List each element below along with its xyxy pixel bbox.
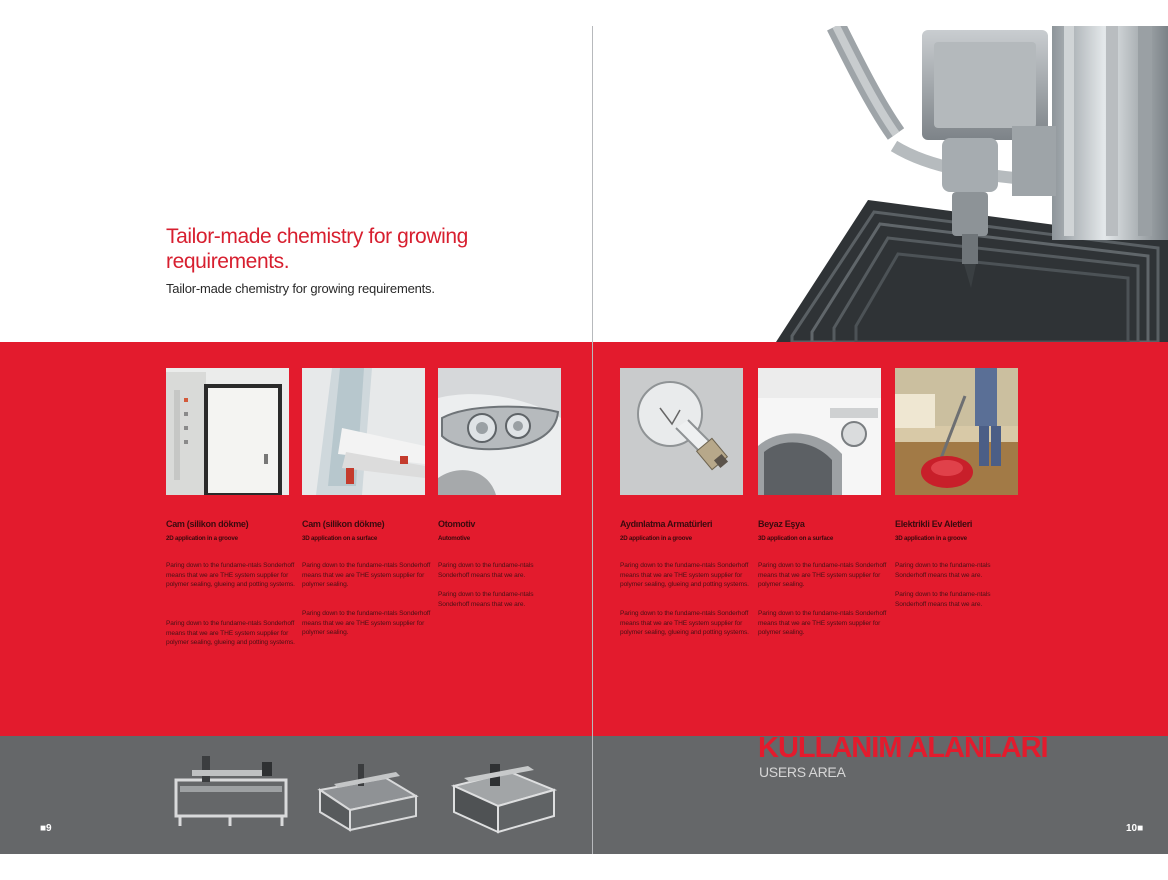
card-subtitle: 3D application on a surface (302, 535, 378, 542)
page-number-value: 10 (1126, 823, 1138, 834)
electrical-cabinet-image (166, 368, 289, 495)
page-number-right (1126, 823, 1143, 835)
card-body-text: Paring down to the fundame-ntals Sonderhoff means that we are THE system supplier for polymer sealing. (302, 610, 431, 637)
card-subtitle: Automotive (438, 535, 471, 542)
table-machine-drawing (316, 760, 420, 832)
card-subtitle: 2D application in a groove (166, 535, 238, 542)
washing-machine-image (758, 368, 881, 495)
card-body-text: Paring down to the fundame-ntals Sonderhoff means that we are. (895, 591, 991, 608)
page-number-left (40, 823, 52, 835)
card-subtitle: 3D application on a surface (758, 535, 834, 542)
card-subtitle: 2D application in a groove (620, 535, 692, 542)
page-gutter (592, 26, 593, 854)
card-title: Cam (silikon dökme) (166, 519, 249, 529)
page-number-value: 9 (46, 823, 52, 834)
card-subtitle: 3D application in a groove (895, 535, 967, 542)
card-title: Aydınlatma Armatürleri (620, 519, 713, 529)
section-title: KULLANIM ALANLARI (758, 732, 1048, 764)
card-title: Cam (silikon dökme) (302, 519, 385, 529)
section-subtitle: USERS AREA (759, 764, 846, 780)
card-body-text: Paring down to the fundame-ntals Sonderhoff means that we are. (438, 562, 534, 579)
page-marker-icon: ■ (40, 823, 47, 834)
card-body-text: Paring down to the fundame-ntals Sonderhoff means that we are. (895, 562, 991, 579)
subheadline: Tailor-made chemistry for growing requirements. (166, 281, 435, 296)
card-body-text: Paring down to the fundame-ntals Sonderhoff means that we are. (438, 591, 534, 608)
card-body-text: Paring down to the fundame-ntals Sonderhoff means that we are THE system supplier for polymer sealing, glueing and potting systems. (620, 562, 749, 589)
window-glass-frame-image (302, 368, 425, 495)
headline: Tailor-made chemistry for growing requirements. (166, 225, 468, 273)
card-body-text: Paring down to the fundame-ntals Sonderhoff means that we are THE system supplier for polymer sealing. (758, 610, 887, 637)
dispensing-machine-photo (776, 26, 1168, 342)
light-bulb-image (620, 368, 743, 495)
card-body-text: Paring down to the fundame-ntals Sonderhoff means that we are THE system supplier for polymer sealing, glueing and potting systems. (166, 620, 295, 647)
card-body-text: Paring down to the fundame-ntals Sonderhoff means that we are THE system supplier for polymer sealing, glueing and potting systems. (166, 562, 295, 589)
page-marker-icon: ■ (1137, 823, 1144, 834)
card-title: Beyaz Eşya (758, 519, 805, 529)
card-title: Elektrikli Ev Aletleri (895, 519, 973, 529)
card-title: Otomotiv (438, 519, 476, 529)
frame-machine-drawing (450, 758, 558, 834)
card-body-text: Paring down to the fundame-ntals Sonderhoff means that we are THE system supplier for polymer sealing, glueing and potting systems. (620, 610, 749, 637)
vacuum-cleaner-image (895, 368, 1018, 495)
bottom-margin (0, 854, 1168, 880)
card-body-text: Paring down to the fundame-ntals Sonderhoff means that we are THE system supplier for polymer sealing. (758, 562, 887, 589)
card-body-text: Paring down to the fundame-ntals Sonderhoff means that we are THE system supplier for polymer sealing. (302, 562, 431, 589)
gantry-machine-drawing (174, 752, 288, 828)
car-headlight-image (438, 368, 561, 495)
